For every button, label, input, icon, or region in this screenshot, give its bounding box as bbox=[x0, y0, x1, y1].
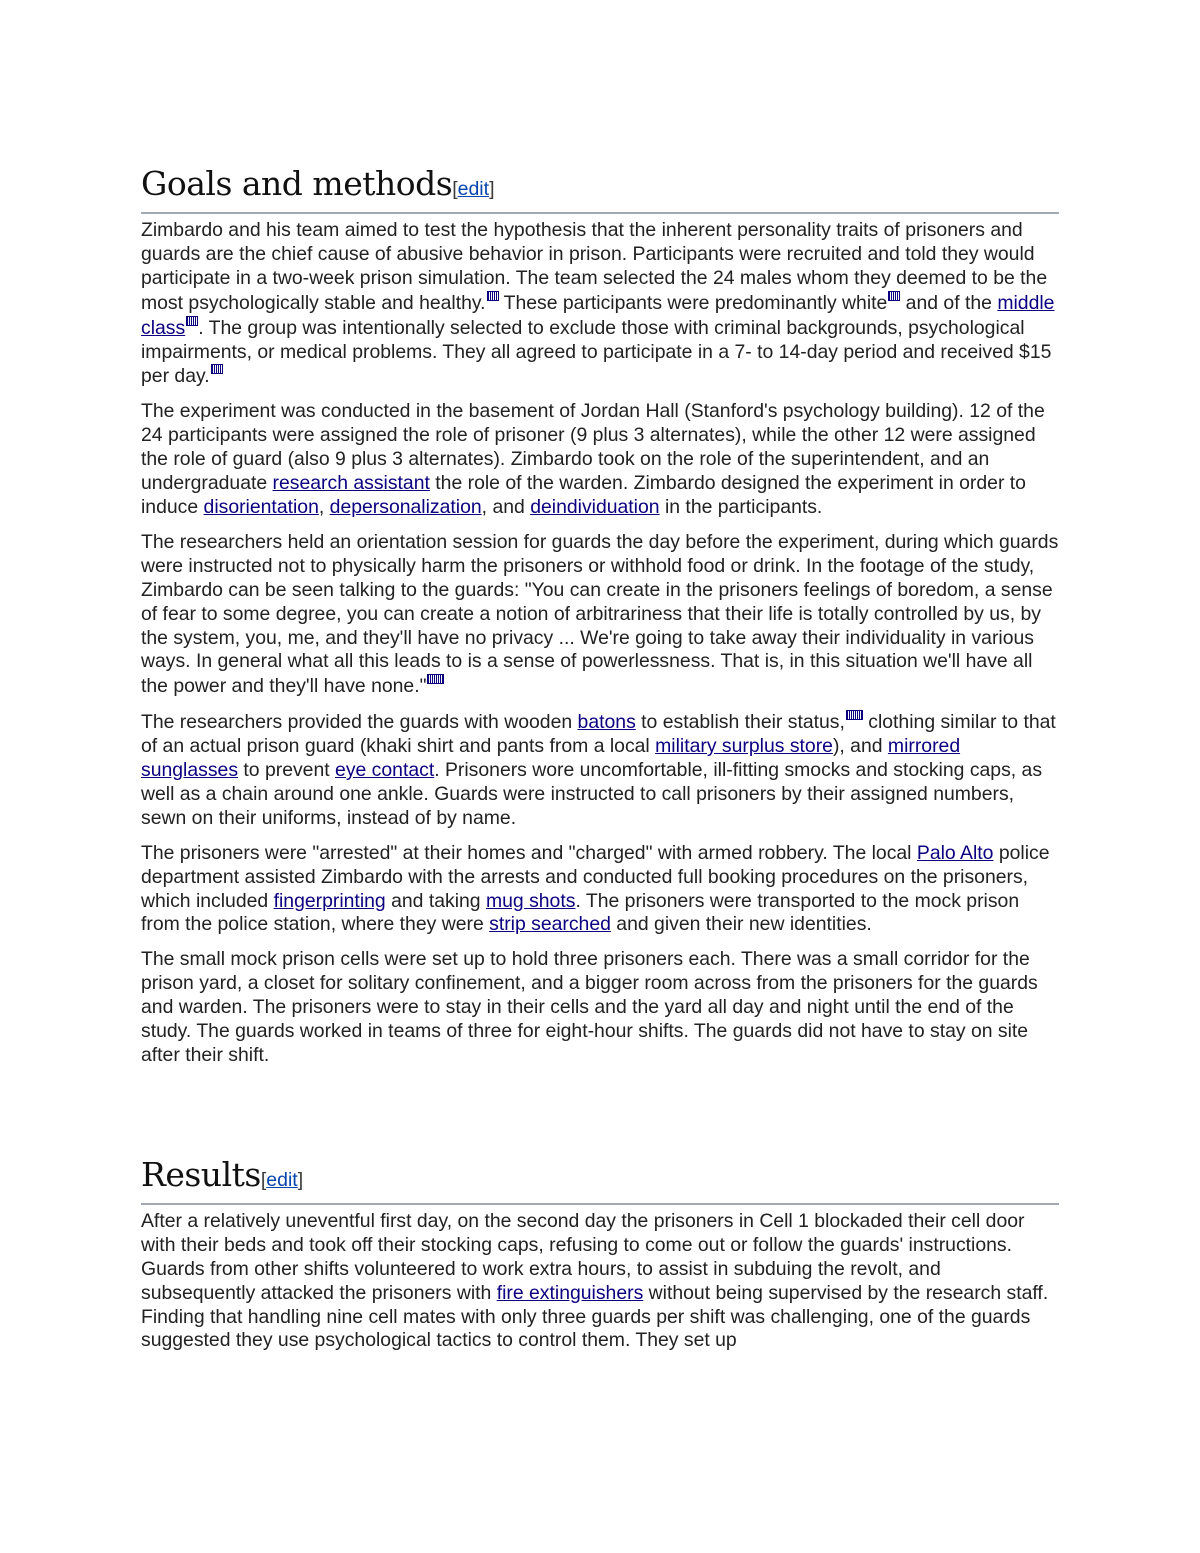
link-palo-alto[interactable]: Palo Alto bbox=[916, 841, 994, 864]
link-disorientation[interactable]: disorientation bbox=[203, 495, 319, 518]
paragraph-goals-3: The researchers held an orientation session for guards the day before the experiment, during which guards were instructed not to physically harm the prisoners or withhold food or drink. In the footage of the study, Zimbardo can be seen talking to the guards: "You can create in the prisoners feelings of boredom, a sense of fear to some degree, you can create a notion of arbitrariness that their life is totally controlled by us, by the system, you, me, and they'll have no privacy ... We're going to take away their individuality in various ways. In general what all this leads to is a sense of powerlessness. That is, in this situation we'll have all the power and they'll have none." bbox=[141, 530, 1059, 698]
link-military-surplus-store[interactable]: military surplus store bbox=[655, 735, 833, 758]
paragraph-goals-6: The small mock prison cells were set up to hold three prisoners each. There was a small corridor for the prison yard, a closet for solitary confinement, and a bigger room across from the prisoners for the guards and warden. The prisoners were to stay in their cells and the yard all day and night until the end of the study. The guards worked in teams of three for eight-hour shifts. The guards did not have to stay on site after their shift. bbox=[141, 948, 1038, 1066]
link-fire-extinguishers[interactable]: fire extinguishers bbox=[496, 1281, 644, 1304]
link-mirrored-sunglasses[interactable]: mirrored sunglasses bbox=[141, 735, 961, 782]
section-heading-goals-and-methods bbox=[141, 160, 1059, 214]
paragraph-goals-4: The researchers provided the guards with wooden batons to establish their status, clothing similar to that of an actual prison guard (khaki shirt and pants from a local military surplus store), and mirrored sunglasses to prevent eye contact. Prisoners wore uncomfortable, ill-fitting smocks and stocking caps, as well as a chain around one ankle. Guards were instructed to call prisoners by their assigned numbers, sewn on their uniforms, instead of by name. bbox=[141, 711, 1056, 829]
edit-section-link[interactable]: edit bbox=[266, 1168, 298, 1191]
paragraph-goals-2: The experiment was conducted in the basement of Jordan Hall (Stanford's psychology building). 12 of the 24 participants were assigned the role of prisoner (9 plus 3 alternates), while the other 12 were assigned the role of guard (also 9 plus 3 alternates). Zimbardo took on the role of the superintendent, and an undergraduate research assistant the role of the warden. Zimbardo designed the experiment in order to induce disorientation, depersonalization, and deindividuation in the participants. bbox=[141, 400, 1045, 518]
heading-text: Results bbox=[141, 1154, 261, 1194]
heading-text: Goals and methods bbox=[141, 164, 453, 203]
citation-ref-icon[interactable] bbox=[427, 674, 444, 684]
citation-ref-icon[interactable] bbox=[846, 710, 863, 720]
citation-ref-icon[interactable] bbox=[487, 291, 499, 301]
link-strip-searched[interactable]: strip searched bbox=[489, 913, 611, 936]
edit-section-link-wrapper: [edit] bbox=[260, 1168, 304, 1191]
link-batons[interactable]: batons bbox=[577, 711, 636, 734]
edit-section-link[interactable]: edit bbox=[457, 178, 490, 200]
link-eye-contact[interactable]: eye contact bbox=[335, 759, 435, 782]
link-middle-class[interactable]: middle class bbox=[141, 291, 1055, 339]
citation-ref-icon[interactable] bbox=[186, 316, 198, 326]
citation-ref-icon[interactable] bbox=[888, 291, 900, 301]
link-depersonalization[interactable]: depersonalization bbox=[329, 495, 482, 518]
paragraph-results-1: After a relatively uneventful first day, on the second day the prisoners in Cell 1 blockaded their cell door with their beds and took off their stocking caps, refusing to come out or follow the guards' instructions. Guards from other shifts volunteered to work extra hours, to assist in subduing the revolt, and subsequently attacked the prisoners with fire extinguishers without being supervised by the research staff. Finding that handling nine cell mates with only three guards per shift was challenging, one of the guards suggested they use psychological tactics to control them. They set up bbox=[141, 1209, 1049, 1352]
link-deindividuation[interactable]: deindividuation bbox=[530, 495, 660, 518]
edit-section-link-wrapper: [edit] bbox=[452, 178, 495, 200]
section-heading-results bbox=[141, 1151, 1059, 1205]
section-spacer bbox=[141, 1079, 1059, 1151]
paragraph-goals-5: The prisoners were "arrested" at their homes and "charged" with armed robbery. The local Palo Alto police department assisted Zimbardo with the arrests and conducted full booking procedures on the prisoners, which included fingerprinting and taking mug shots. The prisoners were transported to the mock prison from the police station, where they were strip searched and given their new identities. bbox=[141, 841, 1050, 936]
link-fingerprinting[interactable]: fingerprinting bbox=[273, 889, 386, 912]
citation-ref-icon[interactable] bbox=[211, 364, 223, 374]
link-research-assistant[interactable]: research assistant bbox=[272, 472, 430, 495]
paragraph-goals-1: Zimbardo and his team aimed to test the hypothesis that the inherent personality traits of prisoners and guards are the chief cause of abusive behavior in prison. Participants were recruited and told they would participate in a two-week prison simulation. The team selected the 24 males whom they deemed to be the most psychologically stable and healthy. These participants were predominantly white and of the middle class . The group was intentionally selected to exclude those with criminal backgrounds, psychological impairments, or medical problems. They all agreed to participate in a 7- to 14-day period and received $15 per day. bbox=[141, 219, 1055, 388]
link-mug-shots[interactable]: mug shots bbox=[485, 889, 576, 912]
article-body bbox=[141, 160, 1059, 1364]
